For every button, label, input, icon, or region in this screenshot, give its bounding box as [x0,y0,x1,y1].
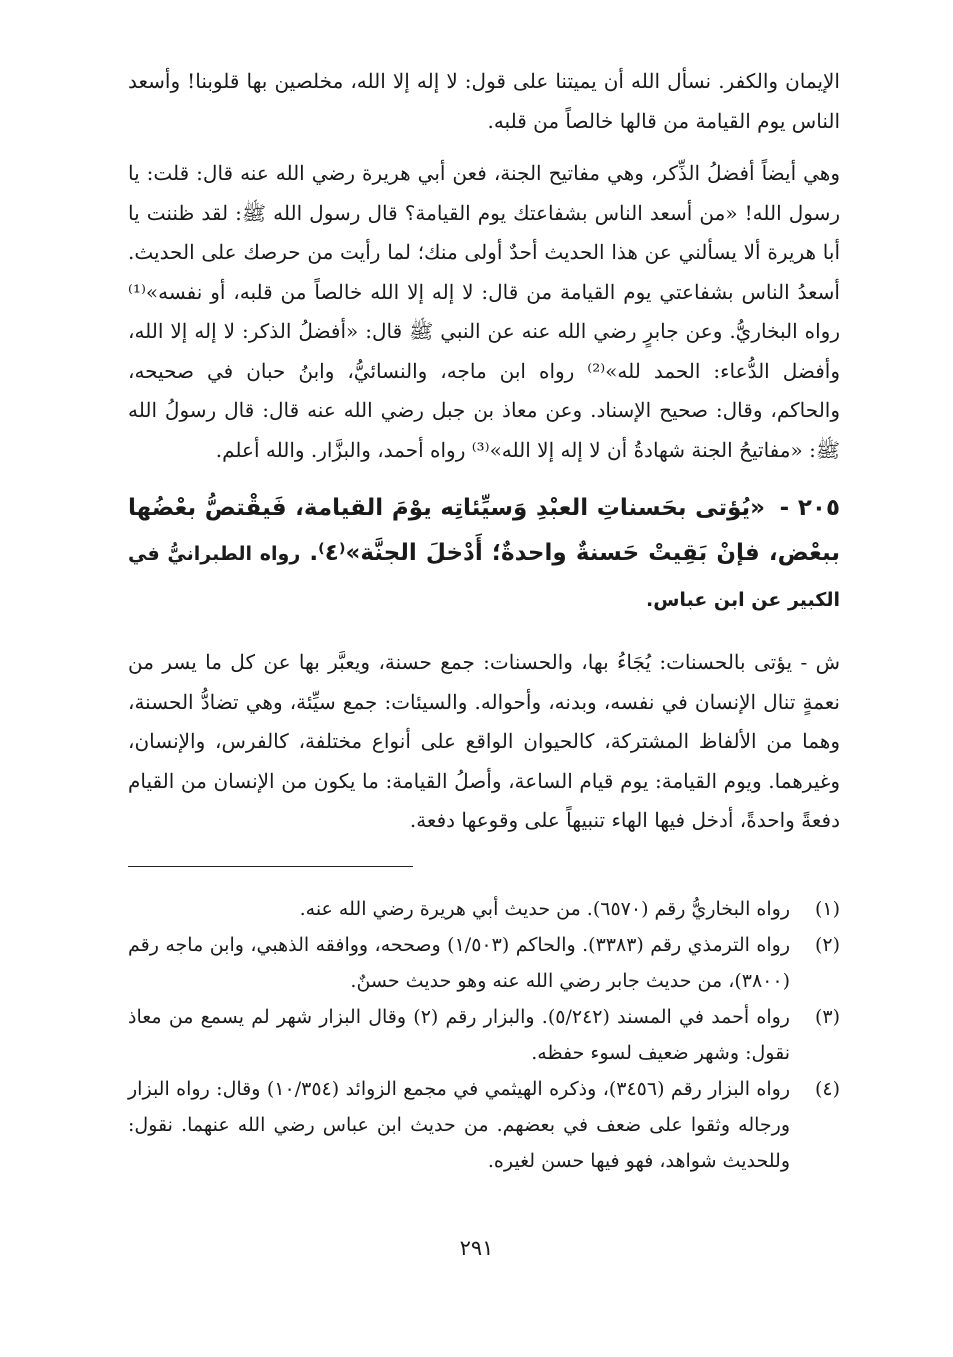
footnote-number: (٢) [814,933,840,956]
hadith-source: رواه الطبرانيُّ في الكبير عن ابن عباس. [128,543,840,611]
paragraph-intro: الإيمان والكفر. نسأل الله أن يميتنا على قول: لا إله إلا الله، مخلصين بها قلوبنا! وأسعد الناس يوم القيامة من قالها خالصاً من قلبه. [128,69,840,133]
footnote-number: (١) [814,897,840,920]
footnote-number: (٣) [814,1005,840,1028]
footnote [128,999,840,1071]
hadith-text: «يُؤتى بحَسناتِ العبْدِ وَسيِّئاتِه يوْمَ القيامة، فَيقْتصُّ بعْضُها ببعْض، فإنْ بَقِيتْ حَسنةٌ واحدةٌ؛ أَدْخلَ الجنَّة»⁽٤⁾. [128,495,840,566]
footnote [128,927,840,999]
footnote [128,891,840,927]
footnote-text: رواه البخاريُّ رقم (٦٥٧٠). من حديث أبي هريرة رضي الله عنه. [299,897,790,920]
paragraph-commentary: ش - يؤتى بالحسنات: يُجَاءُ بها، والحسنات: جمع حسنة، ويعبَّر بها عن كل ما يسر من نعمةٍ تنال الإنسان في نفسه، وبدنه، وأحواله. والسيئات: جمع سيِّئة، وهي تضادُّ الحسنة، وهما من الألفاظ المشتركة، كالحيوان الواقع على أنواع مختلفة، كالفرس، والإنسان، وغيرهما. ويوم القيامة: يوم قيام الساعة، وأصلُ القيامة: ما يكون من الإنسان من القيام دفعةً واحدةً، أدخل فيها الهاء تنبيهاً على وقوعها دفعة. [128,650,840,832]
footnote-text: رواه الترمذي رقم (٣٣٨٣). والحاكم (١/٥٠٣) وصححه، ووافقه الذهبي، وابن ماجه رقم (٣٨٠٠)، من حديث جابر رضي الله عنه وهو حديث حسنٌ. [128,933,790,992]
footnote-number: (٤) [814,1077,840,1100]
footnote-separator-wrap [128,841,840,891]
paragraph-dhikr: وهي أيضاً أفضلُ الذِّكر، وهي مفاتيح الجنة، فعن أبي هريرة رضي الله عنه قال: قلت: يا رسول الله! «من أسعد الناس بشفاعتك يوم القيامة؟ قال رسول الله ﷺ: لقد ظننت يا أبا هريرة ألا يسألني عن هذا الحديث أحدٌ أولى منك؛ لما رأيت من حرصك على الحديث. أسعدُ الناس بشفاعتي يوم القيامة من قال: لا إله إلا الله خالصاً من قلبه، أو نفسه»⁽¹⁾ رواه البخاريُّ. وعن جابرٍ رضي الله عنه عن النبي ﷺ قال: «أفضلُ الذكر: لا إله إلا الله، وأفضل الدُّعاء: الحمد لله»⁽²⁾ رواه ابن ماجه، والنسائيُّ، وابنُ حبان في صحيحه، والحاكم، وقال: صحيح الإسناد. وعن معاذ بن جبل رضي الله عنه قال: قال رسولُ الله ﷺ: «مفاتيحُ الجنة شهادةُ أن لا إله إلا الله»⁽³⁾ رواه أحمد، والبزَّار. والله أعلم. [128,161,840,462]
footnote [128,1071,840,1179]
page-number: ٢٩١ [459,1236,494,1260]
footnote-text: رواه البزار رقم (٣٤٥٦)، وذكره الهيثمي في مجمع الزوائد (١٠/٣٥٤) وقال: رواه البزار ورجاله وثقوا على ضعف في بعضهم. من حديث ابن عباس رضي الله عنهما. نقول: وللحديث شواهد، فهو فيها حسن لغيره. [128,1077,791,1172]
hadith-205 [128,486,840,623]
footnotes [128,891,840,1179]
hadith-number: ٢٠٥ - [779,495,840,521]
footnote-separator [128,866,413,867]
page-body [128,62,840,1179]
footnote-text: رواه أحمد في المسند (٥/٢٤٢). والبزار رقم (٢) وقال البزار شهر لم يسمع من معاذ نقول: وشهر ضعيف لسوء حفظه. [128,1005,790,1064]
